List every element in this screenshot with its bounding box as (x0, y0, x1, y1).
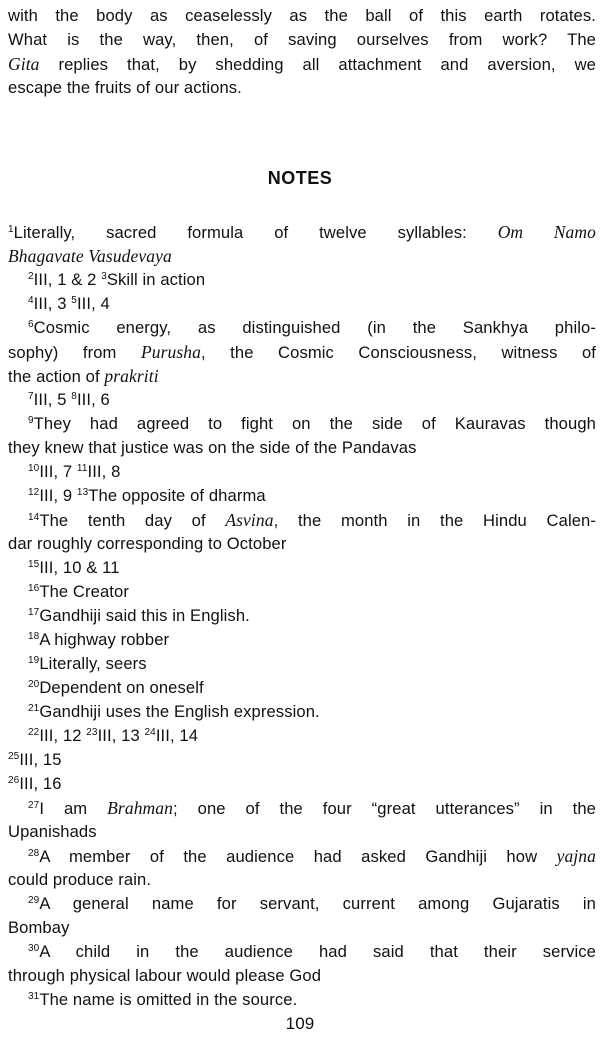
note-italic: Purusha (140, 342, 201, 362)
note-number: 3 (101, 271, 107, 282)
note-line (28, 988, 297, 1012)
note-text: The name is omitted in the source. (39, 990, 298, 1009)
note-line (28, 604, 250, 628)
note-text: They had agreed to fight on the side of Kauravas though (33, 414, 596, 433)
note-number: 19 (28, 655, 40, 666)
note-line (8, 964, 321, 988)
gita-italic: Gita (8, 54, 40, 74)
note-text: Literally, seers (39, 654, 147, 673)
note-line (8, 532, 286, 556)
note-text: Bombay (8, 918, 70, 937)
note-text: III, 5 (33, 390, 72, 409)
note-line (8, 868, 151, 892)
note-line (28, 628, 169, 652)
note-line (28, 940, 596, 964)
note-number: 18 (28, 631, 40, 642)
note-text: III, 1 & 2 (33, 270, 102, 289)
note-text: The Creator (39, 582, 129, 601)
note-number: 20 (28, 679, 40, 690)
note-line (8, 340, 596, 364)
note-line (28, 652, 147, 676)
note-line (28, 700, 320, 724)
note-text: Cosmic energy, as distinguished (in the Sankhya philo- (33, 318, 596, 337)
note-italic: yajna (556, 846, 596, 866)
note-line (28, 292, 110, 316)
note-line (28, 892, 596, 916)
note-line (28, 484, 266, 508)
note-number: 4 (28, 295, 34, 306)
note-number: 16 (28, 583, 40, 594)
note-text: A general name for servant, current among Gujaratis in (39, 894, 596, 913)
note-line (28, 316, 596, 340)
note-number: 10 (28, 463, 40, 474)
note-text: Gandhiji uses the English expression. (39, 702, 320, 721)
note-number: 31 (28, 991, 40, 1002)
body-line: escape the fruits of our actions. (8, 78, 242, 97)
note-text: III, 7 (39, 462, 77, 481)
note-line (8, 244, 172, 268)
note-text: sophy) from (8, 343, 141, 362)
note-text: III, 14 (155, 726, 199, 745)
note-text: through physical labour would please God (8, 966, 322, 985)
note-text: , the Cosmic Consciousness, witness of (200, 343, 596, 362)
note-text: dar roughly corresponding to October (8, 534, 287, 553)
note-text: , the month in the Hindu Calen- (273, 511, 597, 530)
note-line (28, 676, 204, 700)
note-line (28, 268, 205, 292)
note-number: 7 (28, 391, 34, 402)
note-number: 11 (76, 463, 88, 474)
note-number: 14 (28, 512, 40, 523)
note-text: they knew that justice was on the side of the Pandavas (8, 438, 417, 457)
note-number: 28 (28, 848, 40, 859)
body-line-rest: replies that, by shedding all attachment and aversion, we (39, 55, 596, 74)
note-text: III, 8 (87, 462, 121, 481)
note-line (8, 220, 596, 244)
note-text: Dependent on oneself (39, 678, 204, 697)
body-line: with the body as ceaselessly as the ball of this earth rotates. (8, 6, 596, 25)
note-text: III, 16 (19, 774, 62, 793)
note-number: 26 (8, 775, 20, 786)
note-text: III, 4 (76, 294, 110, 313)
note-text: Gandhiji said this in English. (39, 606, 250, 625)
note-text: could produce rain. (8, 870, 152, 889)
note-text: A member of the audience had asked Gandhiji how (39, 847, 557, 866)
note-text: III, 10 & 11 (39, 558, 120, 577)
note-line (8, 820, 97, 844)
note-number: 12 (28, 487, 40, 498)
note-number: 6 (28, 319, 34, 330)
note-number: 27 (28, 800, 40, 811)
note-line (8, 916, 69, 940)
note-line (28, 844, 596, 868)
note-italic: Om Namo (497, 222, 596, 242)
note-line (28, 412, 596, 436)
note-line (8, 772, 62, 796)
note-line (28, 724, 198, 748)
page-number: 109 (285, 1014, 315, 1033)
note-text: ; one of the four “great utterances” in the (172, 799, 596, 818)
note-italic: Asvina (225, 510, 274, 530)
note-number: 9 (28, 415, 34, 426)
note-line (28, 388, 110, 412)
note-number: 24 (144, 727, 156, 738)
note-text: A highway robber (39, 630, 170, 649)
note-number: 17 (28, 607, 40, 618)
note-text: the action of (8, 367, 105, 386)
note-text: III, 15 (19, 750, 62, 769)
note-line (8, 748, 62, 772)
note-text: The tenth day of (39, 511, 226, 530)
note-text: Literally, sacred formula of twelve syllables: (13, 223, 498, 242)
note-line (28, 796, 596, 820)
body-line (8, 52, 596, 76)
note-text: A child in the audience had said that their service (39, 942, 596, 961)
note-number: 8 (71, 391, 77, 402)
note-italic: Bhagavate Vasudevaya (8, 246, 172, 266)
note-italic: Brahman (107, 798, 173, 818)
note-text: III, 3 (33, 294, 72, 313)
note-line (28, 460, 120, 484)
note-text: III, 12 (39, 726, 87, 745)
note-line (8, 436, 417, 460)
note-line (28, 508, 596, 532)
note-text: III, 9 (39, 486, 77, 505)
note-italic: prakriti (104, 366, 159, 386)
note-text: Skill in action (106, 270, 206, 289)
note-line (28, 580, 129, 604)
note-number: 2 (28, 271, 34, 282)
note-number: 25 (8, 751, 20, 762)
note-number: 23 (86, 727, 98, 738)
note-number: 30 (28, 943, 40, 954)
note-text: III, 13 (97, 726, 145, 745)
note-number: 13 (76, 487, 89, 498)
body-line: What is the way, then, of saving ourselves from work? The (8, 30, 596, 49)
notes-title: NOTES (267, 168, 333, 188)
note-number: 1 (8, 224, 14, 235)
note-line (8, 364, 159, 388)
note-text: The opposite of dharma (88, 486, 266, 505)
note-number: 21 (28, 703, 40, 714)
note-number: 5 (71, 295, 77, 306)
note-text: I am (39, 799, 108, 818)
note-text: Upanishads (8, 822, 97, 841)
note-number: 15 (28, 559, 40, 570)
note-line (28, 556, 120, 580)
note-text: III, 6 (76, 390, 110, 409)
note-number: 29 (28, 895, 40, 906)
note-number: 22 (28, 727, 40, 738)
